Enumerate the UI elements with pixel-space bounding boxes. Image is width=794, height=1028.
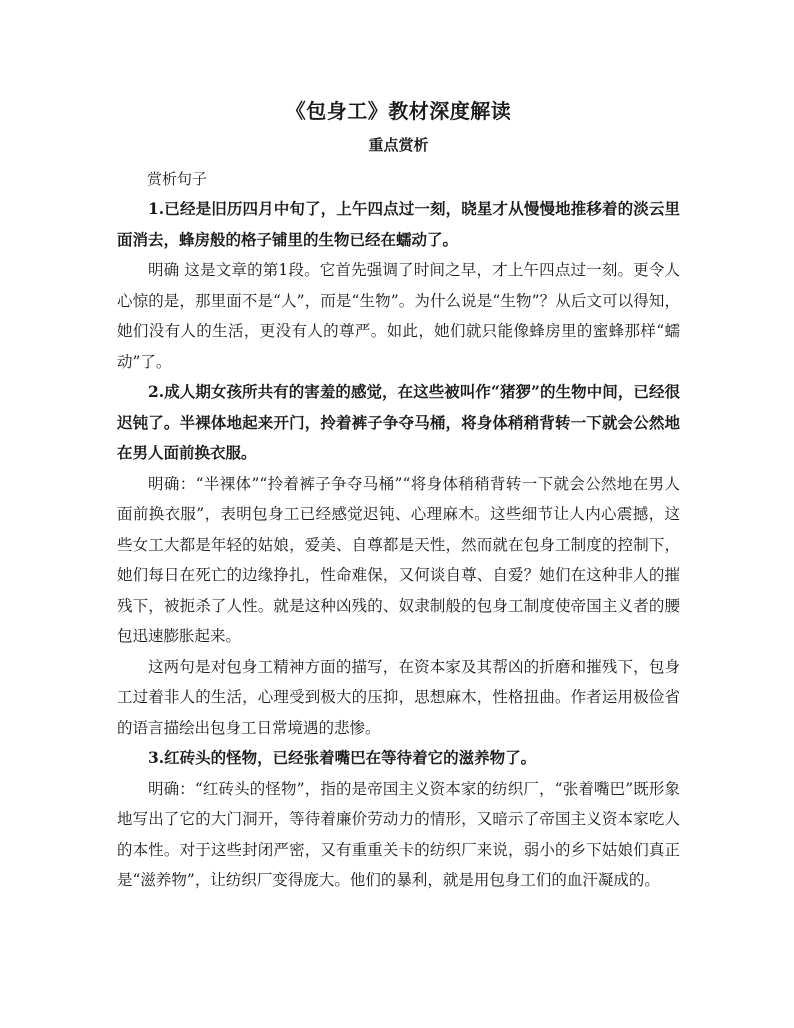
analysis-paragraph-1: 明确 这是文章的第1段。它首先强调了时间之早，才上午四点过一刻。更令人心惊的是，那里面不是“人”，而是“生物”。为什么说是“生物”？从后文可以得知，她们没有人的生活，更没有人的尊严。如此，她们就只能像蜂房里的蜜蜂那样“蠕动”了。 <box>117 261 680 371</box>
document-title: 《包身工》教材深度解读 <box>285 99 512 123</box>
analysis-paragraph-2: 明确：“半裸体”“拎着裤子争夺马桶”“将身体稍稍背转一下就会公然地在男人面前换衣服”，表明包身工已经感觉迟钝、心理麻木。这些细节让人内心震撼，这些女工大都是年轻的姑娘，爱美、自尊都是天性，然而就在包身工制度的控制下，她们每日在死亡的边缘挣扎，性命难保，又何谈自尊、自爱？她们在这种非人的摧残下，被扼杀了人性。就是这种凶残的、奴隶制般的包身工制度使帝国主义者的腰包迅速膨胀起来。 <box>117 474 680 645</box>
quote-paragraph-2: 2.成人期女孩所共有的害羞的感觉，在这些被叫作“猪猡”的生物中间，已经很迟钝了。半裸体地起来开门，拎着裤子争夺马桶，将身体稍稍背转一下就会公然地在男人面前换衣服。 <box>117 382 680 462</box>
document-page <box>117 96 680 896</box>
analysis-paragraph-3: 明确：“红砖头的怪物”，指的是帝国主义资本家的纺织厂，“张着嘴巴”既形象地写出了它的大门洞开，等待着廉价劳动力的情形，又暗示了帝国主义资本家吃人的本性。对于这些封闭严密，又有重重关卡的纺织厂来说，弱小的乡下姑娘们真正是“滋养物”，让纺织厂变得庞大。他们的暴利，就是用包身工们的血汗凝成的。 <box>117 779 680 889</box>
summary-paragraph: 这两句是对包身工精神方面的描写，在资本家及其帮凶的折磨和摧残下，包身工过着非人的生活，心理受到极大的压抑，思想麻木，性格扭曲。作者运用极俭省的语言描绘出包身工日常境遇的悲惨。 <box>117 657 680 737</box>
quote-paragraph-1: 1.已经是旧历四月中旬了，上午四点过一刻，晓星才从慢慢地推移着的淡云里面消去，蜂房般的格子铺里的生物已经在蠕动了。 <box>117 199 680 249</box>
section-label: 赏析句子 <box>147 170 208 188</box>
quote-paragraph-3: 3.红砖头的怪物，已经张着嘴巴在等待着它的滋养物了。 <box>148 748 537 767</box>
document-subtitle: 重点赏析 <box>368 136 429 154</box>
